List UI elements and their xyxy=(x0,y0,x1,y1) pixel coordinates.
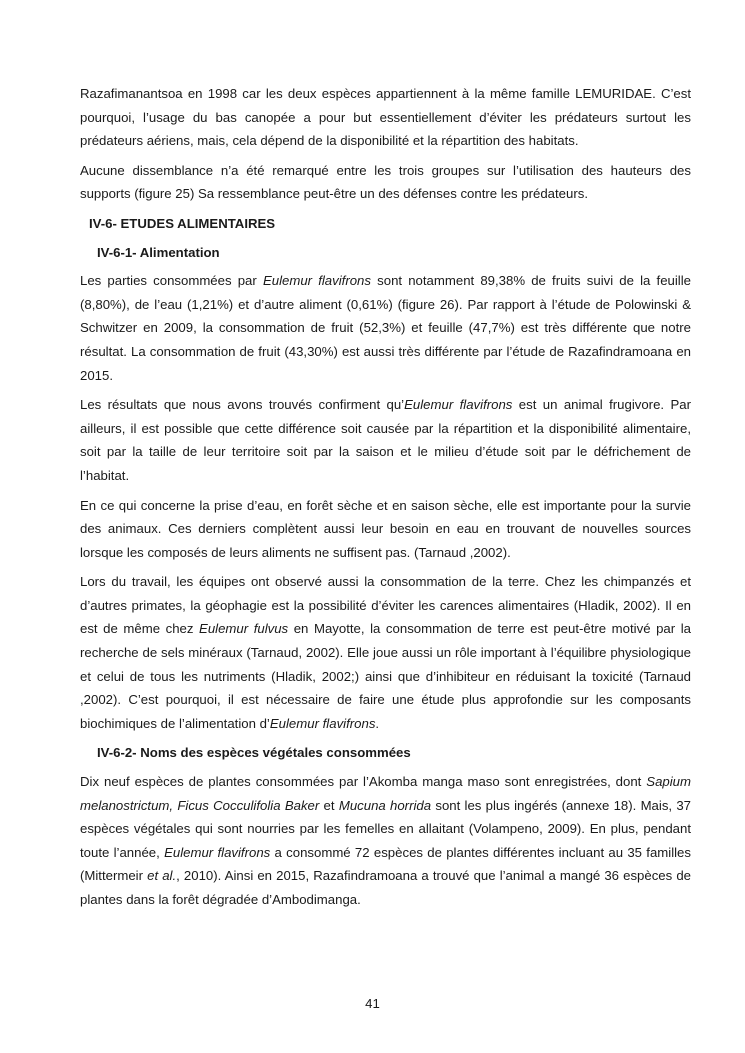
page-number: 41 xyxy=(365,996,380,1011)
paragraph-support-height: Aucune dissemblance n’a été remarqué entre les trois groupes sur l’utilisation des hauteurs des supports (figure 25) Sa ressemblance peut-être un des défenses contre les prédateurs. xyxy=(80,162,691,202)
species-name: Eulemur flavifrons xyxy=(404,397,513,413)
species-name: Sapium melanostrictum, Ficus Cocculifolia Baker xyxy=(80,774,691,813)
paragraph-plant-species xyxy=(80,770,691,912)
subsection-heading-alimentation: IV-6-1- Alimentation xyxy=(97,244,220,260)
text-run: . xyxy=(375,715,380,731)
species-name: Eulemur flavifrons xyxy=(164,844,271,860)
paragraph-diet-parts xyxy=(80,269,691,387)
text-run: Lors du travail, les équipes ont observé aussi la consommation de la terre. Chez les chimpanzés et d’autres primates, la géophagie est la possibilité d’éviter les carences alimentaires (Hladik, 2002). Il en est de même chez xyxy=(80,574,691,637)
subsection-heading-plant-species: IV-6-2- Noms des espèces végétales consommées xyxy=(97,745,411,761)
species-name: Mucuna horrida xyxy=(338,797,432,813)
species-name: Eulemur flavifrons xyxy=(269,715,376,731)
paragraph-frugivore xyxy=(80,393,691,487)
text-run: a consommé 72 espèces de plantes différentes incluant au 35 familles (Mittermeir xyxy=(80,844,691,884)
paragraph-geophagy xyxy=(80,570,691,735)
page-body xyxy=(80,82,691,918)
text-run: , 2010). Ainsi en 2015, Razafindramoana a trouvé que l’animal a mangé 36 espèces de plantes dans la forêt dégradée d’Ambodimanga. xyxy=(80,868,692,907)
text-run: sont les plus ingérés (annexe 18). Mais, 37 espèces végétales qui sont nourries par les femelles en allaitant (Volampeno, 2009). En plus, pendant toute l’année, xyxy=(80,797,692,860)
citation-et-al: et al. xyxy=(147,868,177,884)
paragraph-water-intake: En ce qui concerne la prise d’eau, en forêt sèche et en saison sèche, elle est importante pour la survie des animaux. Ces derniers complètent aussi leur besoin en eau en trouvant de nouvelles sources lorsque les composés de leurs aliments ne suffisent pas. (Tarnaud ,2002). xyxy=(80,497,691,560)
section-heading-etudes-alimentaires: IV-6- ETUDES ALIMENTAIRES xyxy=(89,215,276,231)
species-name: Eulemur flavifrons xyxy=(262,273,371,289)
text-run: Les parties consommées par xyxy=(80,273,263,289)
text-run: Dix neuf espèces de plantes consommées par l’Akomba manga maso sont enregistrées, dont xyxy=(80,774,647,790)
paragraph-habitat: Razafimanantsoa en 1998 car les deux espèces appartiennent à la même famille LEMURIDAE. C’est pourquoi, l’usage du bas canopée a pour but essentiellement d’éviter les prédateurs surtout les prédateurs aériens, mais, cela dépend de la disponibilité et la répartition des habitats. xyxy=(80,86,691,149)
text-run: est un animal frugivore. Par ailleurs, il est possible que cette différence soit causée par la répartition et la disponibilité alimentaire, soit par la taille de leur territoire soit par la saison et le milieu d’étude soit par le défrichement de l’habitat. xyxy=(80,397,691,483)
text-run: en Mayotte, la consommation de terre est peut-être motivé par la recherche de sels minéraux (Tarnaud, 2002). Elle joue aussi un rôle important à l’équilibre physiologique et celui de tous les nutriments (Hladik, 2002;) ainsi que d’inhibiteur en réduisant la toxicité (Tarnaud ,2002). C’est pourquoi, il est nécessaire de faire une étude plus approfondie sur les composants biochimiques de l’alimentation d’ xyxy=(80,621,691,731)
text-run: sont notamment 89,38% de fruits suivi de la feuille (8,80%), de l’eau (1,21%) et d’autre aliment (0,61%) (figure 26). Par rapport à l’étude de Polowinski & Schwitzer en 2009, la consommation de fruit (52,3%) et feuille (47,7%) est très différente que notre résultat. La consommation de fruit (43,30%) est aussi très différente par l’étude de Razafindramoana en 2015. xyxy=(80,273,691,383)
species-name: Eulemur fulvus xyxy=(199,621,289,637)
text-run: Les résultats que nous avons trouvés confirment qu’ xyxy=(80,397,405,413)
text-run: et xyxy=(319,797,339,813)
